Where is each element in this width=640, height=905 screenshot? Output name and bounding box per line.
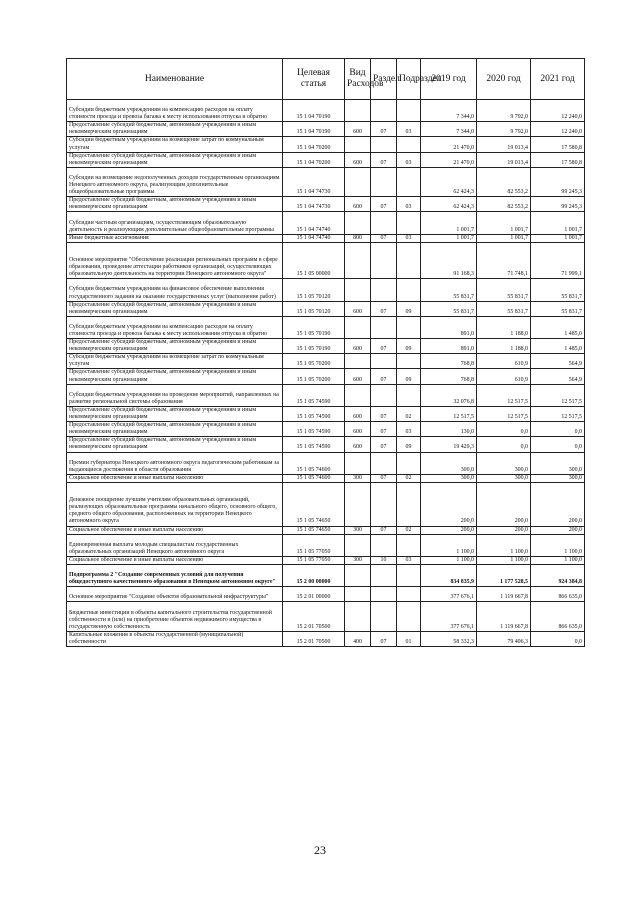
row-value-2019: 32 076,8 [421,384,477,406]
row-value-2019: 1 100,0 [421,534,477,556]
row-section: 07 [371,474,397,482]
row-code: 15 1 05 70200 [283,354,345,369]
row-name: Субсидии бюджетным учреждениям на финансовое обеспечение выполнения государственного задания на оказание государственных услуг (выполнение работ) [67,279,283,301]
header-2019: 2019 год [421,59,477,100]
row-expense-type [345,384,371,406]
row-value-2021: 866 635,0 [531,587,585,602]
row-name: Субсидии частным организациям, осуществляющим образовательную деятельность и реализующим дополнительные общеобразовательные программы [67,212,283,234]
row-value-2020: 300,0 [477,452,531,474]
row-value-2019: 891,0 [421,316,477,338]
row-value-2021: 12 240,0 [531,100,585,122]
row-subsection: 03 [397,556,421,564]
row-value-2021: 1 485,0 [531,339,585,354]
row-code: 15 2 01 00000 [283,587,345,602]
table-row [67,437,585,452]
row-section [371,482,397,526]
row-section [371,242,397,279]
row-code: 15 1 04 70190 [283,122,345,137]
row-code: 15 1 05 74590 [283,406,345,421]
row-code: 15 2 00 00000 [283,565,345,587]
row-name: Субсидии на возмещение недополученных доходов государственным организациям Ненецкого автономного округа, реализующим дополнительные общеобразовательные программы [67,167,283,196]
page-number: 23 [314,843,326,857]
row-expense-type [345,354,371,369]
row-code: 15 1 05 74590 [283,437,345,452]
row-value-2019: 12 517,5 [421,406,477,421]
row-value-2019: 19 429,3 [421,437,477,452]
row-value-2020: 610,9 [477,369,531,384]
row-value-2020: 1 177 528,5 [477,565,531,587]
row-expense-type [345,137,371,152]
row-expense-type [345,279,371,301]
row-value-2020: 55 831,7 [477,279,531,301]
table-row [67,212,585,234]
row-value-2020: 1 100,0 [477,534,531,556]
row-subsection [397,242,421,279]
header-2020: 2020 год [477,59,531,100]
row-value-2020: 9 792,0 [477,122,531,137]
row-value-2019: 91 168,3 [421,242,477,279]
table-row [67,474,585,482]
row-expense-type: 600 [345,369,371,384]
row-code: 15 1 05 70120 [283,279,345,301]
row-section: 07 [371,406,397,421]
row-name: Основное мероприятие "Обеспечение реализации региональных программ в сфере образования, проведение аттестации работников организаций, осуществляющих образовательную деятельность на территории Ненецкого автономного округа" [67,242,283,279]
budget-table [66,58,585,647]
row-section: 07 [371,631,397,646]
row-code: 15 1 04 74730 [283,167,345,196]
row-subsection [397,316,421,338]
row-code: 15 2 01 70500 [283,602,345,631]
row-code: 15 1 05 74600 [283,474,345,482]
row-expense-type: 400 [345,631,371,646]
row-value-2021: 200,0 [531,482,585,526]
row-section [371,316,397,338]
row-value-2021: 17 580,8 [531,152,585,167]
row-value-2019: 768,8 [421,369,477,384]
row-name: Предоставление субсидий бюджетным, автономным учреждениям и иным некоммерческим организациям [67,152,283,167]
row-code: 15 1 04 74740 [283,212,345,234]
table-row [67,122,585,137]
row-name: Субсидии бюджетным учреждениям на компенсацию расходов на оплату стоимости проезда и провоза багажа к месту использования отпуска и обратно [67,100,283,122]
row-subsection: 03 [397,234,421,242]
row-value-2019: 55 831,7 [421,279,477,301]
table-row [67,234,585,242]
row-value-2020: 79 406,3 [477,631,531,646]
row-value-2021: 564,9 [531,354,585,369]
row-section: 07 [371,122,397,137]
row-expense-type [345,167,371,196]
row-subsection: 02 [397,526,421,534]
row-value-2019: 300,0 [421,474,477,482]
row-section: 07 [371,152,397,167]
row-value-2021: 0,0 [531,422,585,437]
row-name: Бюджетные инвестиции в объекты капитального строительства государственной собственности и (или) на приобретение объектов недвижимого имущества в государственную собственность [67,602,283,631]
table-row [67,316,585,338]
row-subsection: 03 [397,122,421,137]
row-name: Основное мероприятие "Создание объектов образовательной инфраструктуры" [67,587,283,602]
row-name: Субсидии бюджетным учреждениям на возмещение затрат по коммунальным услугам [67,137,283,152]
row-section: 07 [371,339,397,354]
row-value-2021: 564,9 [531,369,585,384]
row-subsection [397,137,421,152]
row-name: Предоставление субсидий бюджетным, автономным учреждениям и иным некоммерческим организациям [67,422,283,437]
row-name: Субсидии бюджетным учреждениям на компенсацию расходов на оплату стоимости проезда и провоза багажа к месту использования отпуска и обратно [67,316,283,338]
table-row [67,242,585,279]
row-value-2021: 55 831,7 [531,301,585,316]
row-name: Предоставление субсидий бюджетным, автономным учреждениям и иным некоммерческим организациям [67,369,283,384]
row-value-2021: 17 580,8 [531,137,585,152]
row-subsection [397,534,421,556]
row-name: Единовременная выплата молодым специалистам государственных образовательных организаций Ненецкого автономного округа [67,534,283,556]
row-value-2021: 1 100,0 [531,534,585,556]
row-value-2020: 82 553,2 [477,197,531,212]
row-value-2019: 891,0 [421,339,477,354]
row-expense-type [345,534,371,556]
row-value-2020: 55 831,7 [477,301,531,316]
row-expense-type [345,212,371,234]
row-section: 07 [371,369,397,384]
row-section: 07 [371,526,397,534]
row-name: Социальное обеспечение и иные выплаты населению [67,556,283,564]
row-value-2019: 1 001,7 [421,234,477,242]
row-section [371,384,397,406]
row-value-2019: 377 676,1 [421,602,477,631]
row-name: Капитальные вложения в объекты государственной (муниципальной) собственности [67,631,283,646]
row-code: 15 1 05 70200 [283,369,345,384]
header-type: Вид Расходов [345,59,371,100]
row-value-2020: 1 001,7 [477,212,531,234]
row-value-2020: 200,0 [477,482,531,526]
row-code: 15 1 05 70190 [283,339,345,354]
row-name: Предоставление субсидий бюджетным, автономным учреждениям и иным некоммерческим организациям [67,406,283,421]
row-value-2020: 19 013,4 [477,137,531,152]
row-expense-type: 300 [345,526,371,534]
row-name: Предоставление субсидий бюджетным, автономным учреждениям и иным некоммерческим организациям [67,122,283,137]
row-value-2019: 62 424,3 [421,197,477,212]
row-subsection [397,279,421,301]
table-body [67,100,585,647]
row-subsection [397,587,421,602]
row-expense-type [345,316,371,338]
row-code: 15 1 05 74650 [283,526,345,534]
table-row [67,167,585,196]
table-row [67,602,585,631]
row-value-2020: 1 119 667,8 [477,602,531,631]
row-expense-type [345,452,371,474]
table-row [67,100,585,122]
header-code: Целевая статья [283,59,345,100]
row-value-2020: 9 792,0 [477,100,531,122]
row-expense-type [345,565,371,587]
row-section [371,354,397,369]
row-code: 15 1 05 74600 [283,452,345,474]
header-2021: 2021 год [531,59,585,100]
row-expense-type: 300 [345,556,371,564]
row-subsection: 02 [397,474,421,482]
row-subsection [397,167,421,196]
row-subsection [397,565,421,587]
row-expense-type [345,100,371,122]
table-row [67,526,585,534]
row-name: Премии губернатора Ненецкого автономного округа педагогическим работникам за выдающиеся достижения в области образования [67,452,283,474]
table-row [67,152,585,167]
row-subsection: 03 [397,422,421,437]
row-code: 15 1 05 74590 [283,422,345,437]
row-value-2019: 768,8 [421,354,477,369]
table-row [67,406,585,421]
row-section [371,602,397,631]
row-value-2020: 19 013,4 [477,152,531,167]
row-subsection: 03 [397,152,421,167]
row-value-2019: 58 332,3 [421,631,477,646]
table-row [67,422,585,437]
row-code: 15 1 05 70190 [283,316,345,338]
row-subsection: 09 [397,301,421,316]
row-value-2020: 1 119 667,8 [477,587,531,602]
row-expense-type [345,602,371,631]
row-expense-type: 800 [345,234,371,242]
row-name: Денежное поощрение лучшим учителям образовательных организаций, реализующих образовательные программы начального общего, основного общего, среднего общего образования, расположенных на территории Ненецкого автономного округа [67,482,283,526]
row-expense-type: 600 [345,152,371,167]
table-row [67,384,585,406]
row-value-2021: 99 245,3 [531,197,585,212]
row-value-2019: 200,0 [421,526,477,534]
row-value-2021: 1 001,7 [531,234,585,242]
row-subsection [397,482,421,526]
table-row [67,565,585,587]
row-subsection [397,452,421,474]
row-value-2019: 377 676,1 [421,587,477,602]
row-subsection [397,212,421,234]
row-subsection: 01 [397,631,421,646]
row-section: 07 [371,422,397,437]
row-expense-type: 600 [345,339,371,354]
row-value-2021: 924 384,8 [531,565,585,587]
row-code: 15 1 04 70190 [283,100,345,122]
row-value-2021: 200,0 [531,526,585,534]
table-row [67,534,585,556]
row-subsection: 09 [397,339,421,354]
row-value-2019: 21 470,0 [421,152,477,167]
row-name: Подпрограмма 2 "Создание современных условий для получения общедоступного качественного образования в Ненецком автономном округе" [67,565,283,587]
row-value-2019: 1 100,0 [421,556,477,564]
row-expense-type: 600 [345,301,371,316]
row-subsection: 02 [397,406,421,421]
row-value-2021: 0,0 [531,437,585,452]
row-section [371,279,397,301]
row-code: 15 1 04 74730 [283,197,345,212]
row-section [371,212,397,234]
row-value-2021: 300,0 [531,474,585,482]
table-row [67,197,585,212]
row-expense-type: 600 [345,406,371,421]
row-value-2021: 55 831,7 [531,279,585,301]
row-value-2021: 1 485,0 [531,316,585,338]
table-row [67,369,585,384]
row-name: Субсидии бюджетным учреждениям на возмещение затрат по коммунальным услугам [67,354,283,369]
row-expense-type [345,482,371,526]
row-expense-type [345,587,371,602]
row-name: Предоставление субсидий бюджетным, автономным учреждениям и иным некоммерческим организациям [67,197,283,212]
row-value-2020: 12 517,5 [477,384,531,406]
table-header-row [67,59,585,100]
row-value-2020: 0,0 [477,437,531,452]
row-code: 15 1 05 77050 [283,534,345,556]
row-value-2020: 71 748,1 [477,242,531,279]
row-code: 15 1 05 77050 [283,556,345,564]
row-value-2019: 1 001,7 [421,212,477,234]
row-section [371,137,397,152]
table-row [67,556,585,564]
row-value-2020: 200,0 [477,526,531,534]
row-name: Субсидии бюджетным учреждениям на проведение мероприятий, направленных на развитие региональной системы образования [67,384,283,406]
row-value-2020: 1 100,0 [477,556,531,564]
row-value-2019: 200,0 [421,482,477,526]
row-value-2021: 12 240,0 [531,122,585,137]
table-row [67,279,585,301]
row-value-2021: 866 635,0 [531,602,585,631]
row-section [371,100,397,122]
row-value-2019: 21 470,0 [421,137,477,152]
row-value-2021: 12 517,5 [531,406,585,421]
header-section: Раздел [371,59,397,100]
row-code: 15 2 01 70500 [283,631,345,646]
row-value-2020: 1 001,7 [477,234,531,242]
row-code: 15 1 04 70200 [283,137,345,152]
row-name: Предоставление субсидий бюджетным, автономным учреждениям и иным некоммерческим организациям [67,301,283,316]
row-code: 15 1 04 70200 [283,152,345,167]
row-code: 15 1 05 74590 [283,384,345,406]
table-row [67,354,585,369]
row-value-2021: 1 100,0 [531,556,585,564]
row-subsection [397,384,421,406]
header-subsection: Подраздел [397,59,421,100]
row-subsection [397,100,421,122]
row-value-2021: 71 999,1 [531,242,585,279]
row-section: 07 [371,301,397,316]
row-section [371,452,397,474]
row-value-2019: 7 344,0 [421,122,477,137]
row-value-2021: 300,0 [531,452,585,474]
row-code: 15 1 04 74740 [283,234,345,242]
table-row [67,631,585,646]
table-row [67,339,585,354]
row-value-2019: 130,0 [421,422,477,437]
row-section: 07 [371,437,397,452]
table-row [67,587,585,602]
row-value-2019: 62 424,3 [421,167,477,196]
row-value-2020: 82 553,2 [477,167,531,196]
table-row [67,301,585,316]
row-value-2020: 1 188,0 [477,316,531,338]
row-expense-type: 600 [345,122,371,137]
row-value-2019: 834 835,9 [421,565,477,587]
row-value-2021: 0,0 [531,631,585,646]
row-expense-type: 600 [345,197,371,212]
row-name: Социальное обеспечение и иные выплаты населению [67,526,283,534]
row-name: Социальное обеспечение и иные выплаты населению [67,474,283,482]
row-name: Предоставление субсидий бюджетным, автономным учреждениям и иным некоммерческим организациям [67,437,283,452]
row-value-2019: 55 831,7 [421,301,477,316]
row-code: 15 1 05 74650 [283,482,345,526]
row-subsection: 09 [397,437,421,452]
table-row [67,137,585,152]
row-section: 07 [371,197,397,212]
table-row [67,482,585,526]
row-expense-type: 600 [345,437,371,452]
row-value-2020: 0,0 [477,422,531,437]
row-section [371,167,397,196]
row-value-2020: 300,0 [477,474,531,482]
row-section: 10 [371,556,397,564]
row-value-2020: 1 188,0 [477,339,531,354]
row-code: 15 1 05 70120 [283,301,345,316]
row-code: 15 1 05 00000 [283,242,345,279]
row-subsection: 09 [397,369,421,384]
header-name: Наименование [67,59,283,100]
row-section [371,534,397,556]
row-subsection [397,602,421,631]
row-expense-type: 600 [345,422,371,437]
row-expense-type [345,242,371,279]
row-value-2019: 7 344,0 [421,100,477,122]
row-section [371,565,397,587]
row-subsection: 03 [397,197,421,212]
row-value-2020: 12 517,5 [477,406,531,421]
row-subsection [397,354,421,369]
row-name: Предоставление субсидий бюджетным, автономным учреждениям и иным некоммерческим организациям [67,339,283,354]
table-row [67,452,585,474]
row-expense-type: 300 [345,474,371,482]
row-value-2019: 300,0 [421,452,477,474]
row-value-2021: 12 517,5 [531,384,585,406]
row-value-2020: 610,9 [477,354,531,369]
row-section [371,587,397,602]
row-name: Иные бюджетные ассигнования [67,234,283,242]
row-value-2021: 1 001,7 [531,212,585,234]
row-section: 07 [371,234,397,242]
row-value-2021: 99 245,3 [531,167,585,196]
